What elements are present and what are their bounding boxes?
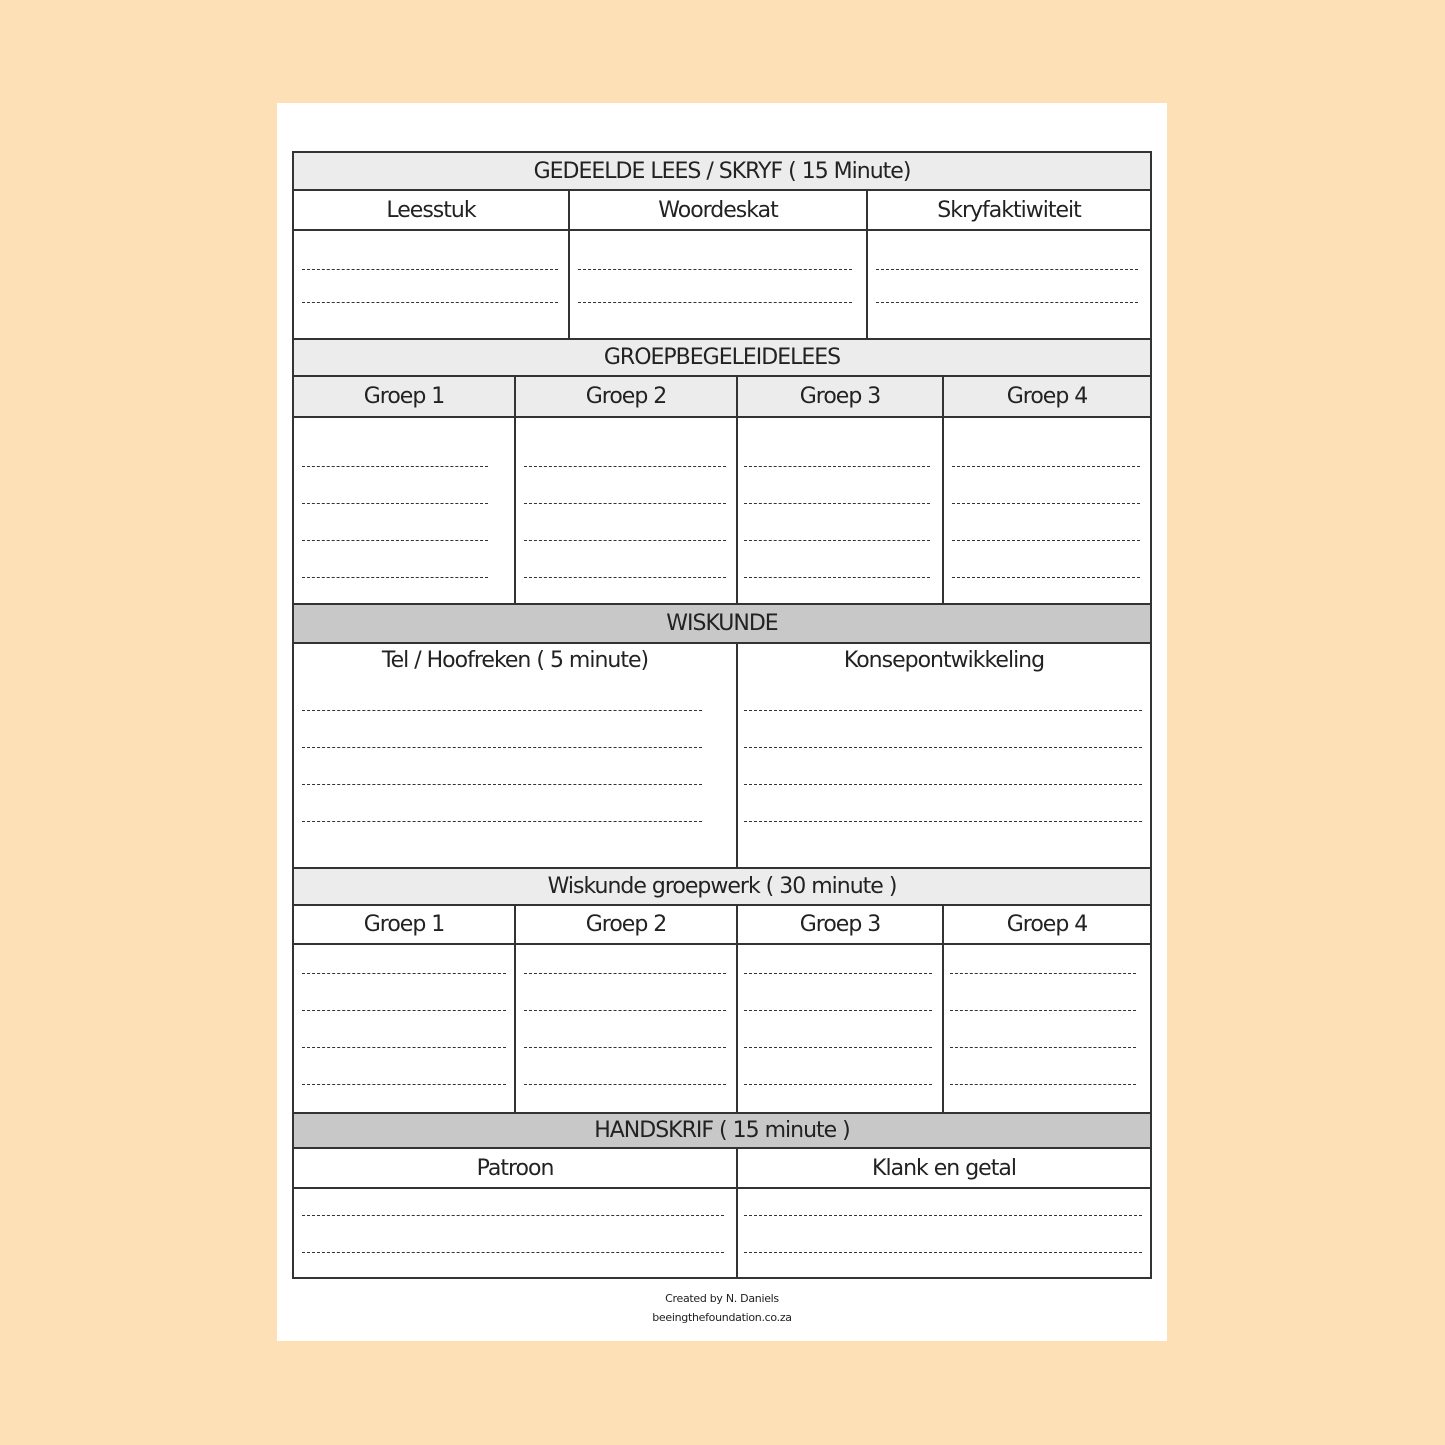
maths-writing-row bbox=[294, 642, 1150, 867]
writing-line bbox=[302, 302, 558, 303]
writing-line bbox=[302, 710, 702, 711]
writing-line bbox=[744, 747, 1142, 748]
maths-group-4-header: Groep 4 bbox=[942, 906, 1150, 943]
guided-group-1-header: Groep 1 bbox=[363, 384, 445, 409]
writing-line bbox=[744, 503, 930, 504]
footer-credit: Created by N. Daniels bbox=[665, 1292, 779, 1305]
writing-line bbox=[744, 784, 1142, 785]
writing-line bbox=[302, 747, 702, 748]
shared-reading-writing-row bbox=[294, 229, 1150, 338]
guided-group-2-header: Groep 2 bbox=[514, 377, 736, 416]
writing-line bbox=[950, 1047, 1136, 1048]
writing-line bbox=[302, 466, 488, 467]
guided-group-3-area[interactable] bbox=[736, 418, 942, 603]
maths-group-4-area[interactable] bbox=[942, 945, 1150, 1112]
writing-line bbox=[302, 784, 702, 785]
writing-line bbox=[302, 503, 488, 504]
writing-line bbox=[744, 1010, 932, 1011]
mental-maths-header: Tel / Hoofreken ( 5 minute) bbox=[381, 648, 649, 673]
guided-group-2-area[interactable] bbox=[514, 418, 736, 603]
maths-group-3-area[interactable] bbox=[736, 945, 942, 1112]
writing-line bbox=[950, 973, 1136, 974]
writing-line bbox=[524, 973, 726, 974]
footer-website: beeingthefoundation.co.za bbox=[652, 1311, 792, 1324]
shared-reading-header-row bbox=[294, 189, 1150, 229]
guided-reading-header-row bbox=[294, 375, 1150, 416]
writing-line bbox=[744, 577, 930, 578]
maths-group-1-header: Groep 1 bbox=[363, 912, 445, 937]
writing-line bbox=[302, 577, 488, 578]
writing-line bbox=[744, 710, 1142, 711]
writing-line bbox=[744, 821, 1142, 822]
maths-groups-title: Wiskunde groepwerk ( 30 minute ) bbox=[294, 867, 1150, 904]
writing-line bbox=[302, 1084, 506, 1085]
writing-line bbox=[952, 466, 1140, 467]
maths-group-2-header: Groep 2 bbox=[514, 906, 736, 943]
planner-page bbox=[277, 103, 1167, 1341]
writing-line bbox=[524, 503, 726, 504]
writing-line bbox=[744, 1252, 1142, 1253]
concept-development-header: Konsepontwikkeling bbox=[843, 648, 1045, 673]
writing-area-leesstuk[interactable] bbox=[294, 231, 568, 338]
handwriting-pattern-header: Patroon bbox=[476, 1155, 554, 1181]
writing-line bbox=[578, 302, 852, 303]
handwriting-sound-number-header: Klank en getal bbox=[736, 1149, 1150, 1187]
maths-groups-writing-row bbox=[294, 943, 1150, 1112]
guided-group-1-area[interactable] bbox=[294, 418, 514, 603]
writing-line bbox=[524, 466, 726, 467]
writing-line bbox=[952, 503, 1140, 504]
guided-reading-writing-row bbox=[294, 416, 1150, 603]
mental-maths-area[interactable] bbox=[294, 644, 736, 867]
writing-line bbox=[302, 540, 488, 541]
writing-line bbox=[744, 1215, 1142, 1216]
writing-line bbox=[950, 1010, 1136, 1011]
writing-line bbox=[302, 1010, 506, 1011]
writing-line bbox=[950, 1084, 1136, 1085]
maths-group-3-header: Groep 3 bbox=[736, 906, 942, 943]
writing-line bbox=[744, 466, 930, 467]
writing-line bbox=[876, 302, 1138, 303]
writing-area-woordeskat[interactable] bbox=[568, 231, 866, 338]
maths-group-1-area[interactable] bbox=[294, 945, 514, 1112]
writing-line bbox=[302, 1215, 724, 1216]
writing-line bbox=[952, 577, 1140, 578]
writing-line bbox=[876, 269, 1138, 270]
planner-table bbox=[292, 151, 1152, 1279]
writing-line bbox=[302, 269, 558, 270]
writing-line bbox=[524, 1010, 726, 1011]
writing-line bbox=[744, 540, 930, 541]
writing-line bbox=[302, 1252, 724, 1253]
writing-line bbox=[578, 269, 852, 270]
maths-groups-header-row bbox=[294, 904, 1150, 943]
maths-group-2-area[interactable] bbox=[514, 945, 736, 1112]
writing-line bbox=[302, 973, 506, 974]
writing-line bbox=[744, 1084, 932, 1085]
writing-line bbox=[524, 540, 726, 541]
concept-development-area[interactable] bbox=[736, 644, 1150, 867]
shared-reading-title: GEDEELDE LEES / SKRYF ( 15 Minute) bbox=[294, 153, 1150, 189]
guided-group-4-area[interactable] bbox=[942, 418, 1150, 603]
writing-line bbox=[302, 1047, 506, 1048]
col-leesstuk: Leesstuk bbox=[386, 197, 476, 223]
writing-line bbox=[952, 540, 1140, 541]
writing-line bbox=[744, 1047, 932, 1048]
writing-line bbox=[744, 973, 932, 974]
writing-area-skryfaktiwiteit[interactable] bbox=[866, 231, 1150, 338]
col-skryfaktiwiteit: Skryfaktiwiteit bbox=[866, 191, 1150, 229]
guided-group-4-header: Groep 4 bbox=[942, 377, 1150, 416]
maths-title: WISKUNDE bbox=[294, 603, 1150, 642]
writing-line bbox=[302, 821, 702, 822]
handwriting-writing-row bbox=[294, 1187, 1150, 1277]
handwriting-header-row bbox=[294, 1147, 1150, 1187]
handwriting-title: HANDSKRIF ( 15 minute ) bbox=[294, 1112, 1150, 1147]
writing-line bbox=[524, 1084, 726, 1085]
guided-group-3-header: Groep 3 bbox=[736, 377, 942, 416]
writing-line bbox=[524, 1047, 726, 1048]
col-woordeskat: Woordeskat bbox=[568, 191, 866, 229]
writing-line bbox=[524, 577, 726, 578]
handwriting-pattern-area[interactable] bbox=[294, 1189, 736, 1277]
guided-reading-title: GROEPBEGELEIDELEES bbox=[294, 338, 1150, 375]
handwriting-sound-number-area[interactable] bbox=[736, 1189, 1150, 1277]
